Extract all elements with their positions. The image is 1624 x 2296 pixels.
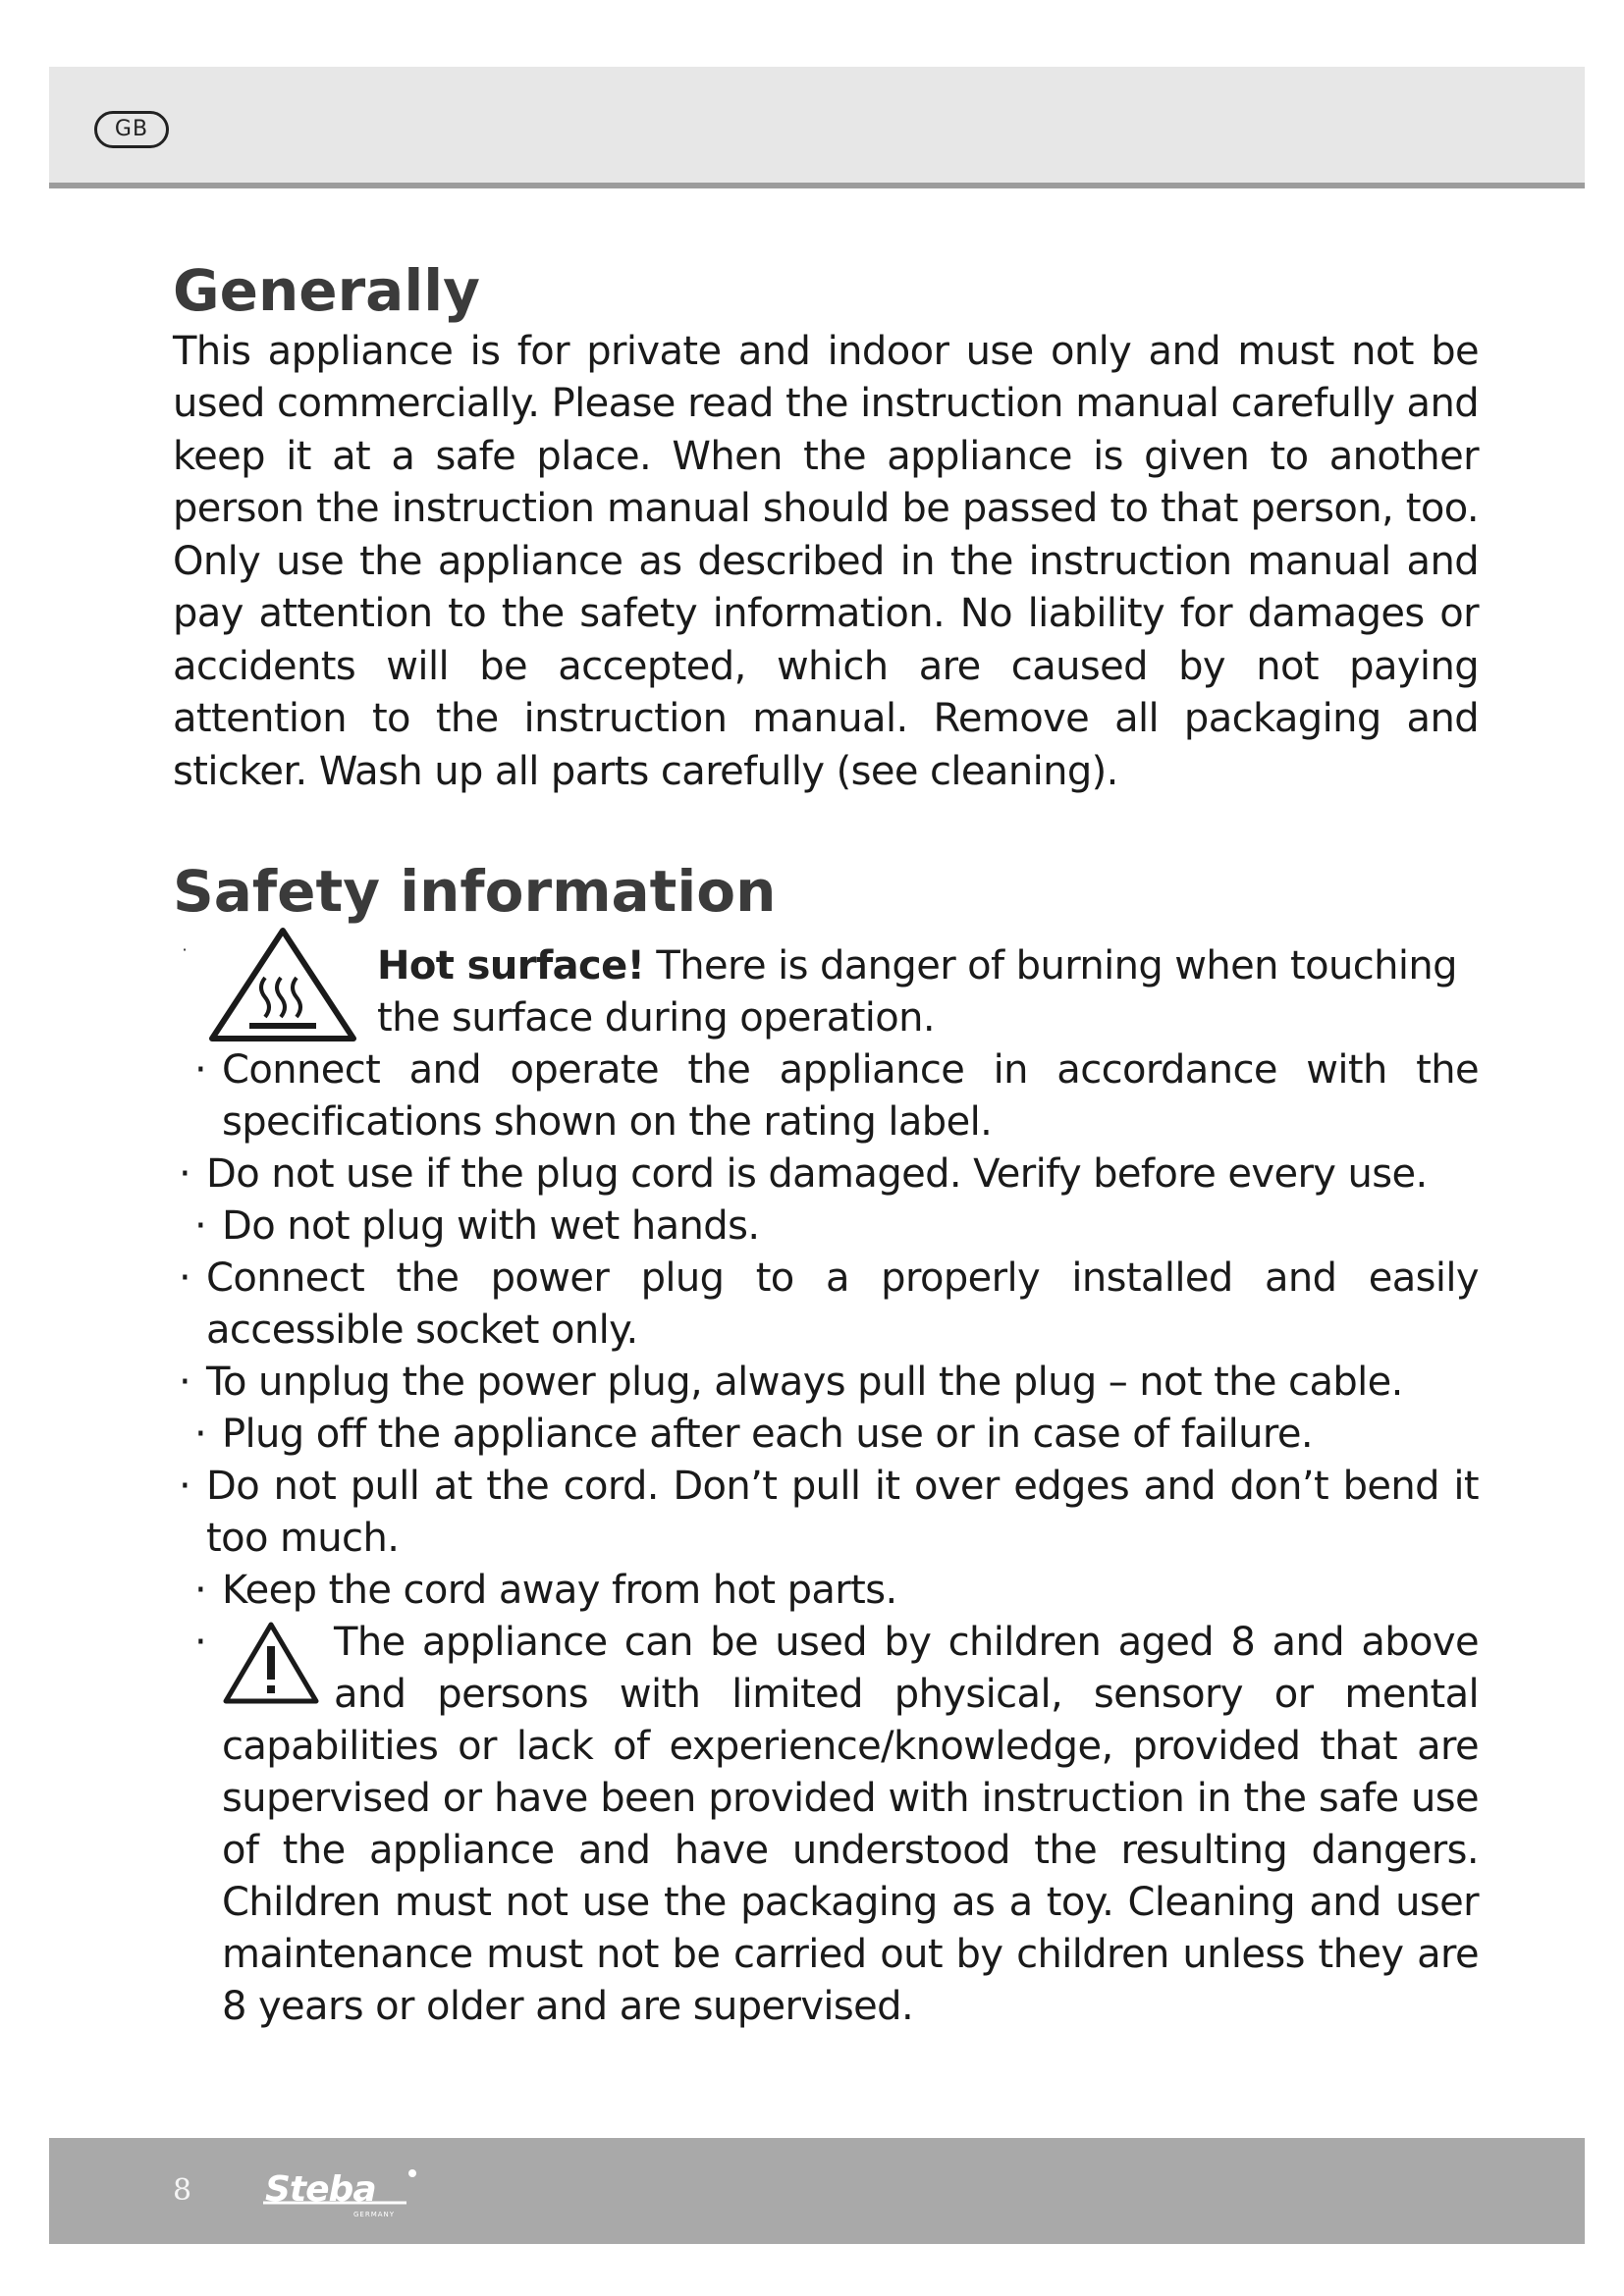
bullet: · — [178, 1359, 191, 1405]
hot-surface-warning-icon — [206, 927, 359, 1044]
bullet: · — [193, 1567, 207, 1613]
safety-item — [173, 1357, 1479, 1409]
section-generally — [173, 257, 1479, 798]
bullet: · — [193, 1619, 207, 1665]
bullet: · — [193, 1202, 207, 1249]
steba-logo — [259, 2163, 465, 2222]
brand-subtext: GERMANY — [353, 2211, 396, 2218]
safety-item — [173, 1044, 1479, 1148]
brand-text: Steba — [265, 2169, 376, 2210]
footer-bar — [49, 2138, 1585, 2244]
bullet: · — [178, 1255, 191, 1301]
generally-paragraph: This appliance is for private and indoor use only and must not be used commercially. Please read the instruction manual carefully and keep it at a safe place. When the appliance is given to another person the instruction manual should be passed to that person, too. Only use the appliance as described in the instruction manual and pay attention to the safety information. No liability for damages or accidents will be accepted, which are caused by not paying attention to the instruction manual. Remove all packaging and sticker. Wash up all parts carefully (see cleaning). — [173, 328, 1479, 794]
safety-item — [173, 1461, 1479, 1565]
safety-item-text: To unplug the power plug, always pull the plug – not the cable. — [206, 1359, 1403, 1405]
hot-surface-label: Hot surface! — [377, 942, 645, 988]
safety-item-text: Do not pull at the cord. Don’t pull it over edges and don’t bend it too much. — [206, 1463, 1479, 1561]
children-safety-item — [173, 1617, 1479, 2033]
bullet: · — [182, 939, 188, 959]
safety-item-text: Do not plug with wet hands. — [222, 1202, 760, 1249]
hot-surface-item — [173, 940, 1479, 1044]
page-number: 8 — [173, 2173, 192, 2208]
bullet: · — [193, 1046, 207, 1093]
header-bar — [49, 67, 1585, 188]
bullet: · — [178, 1463, 191, 1509]
safety-item-text: Connect and operate the appliance in accordance with the specifications shown on the rating label. — [222, 1046, 1479, 1145]
section-safety — [173, 858, 1479, 2033]
hot-surface-description: There is danger of burning when touching the surface during operation. — [377, 942, 1457, 1041]
safety-item — [173, 1565, 1479, 1617]
hot-surface-text — [377, 940, 1479, 1044]
safety-heading: Safety information — [173, 858, 777, 925]
safety-item — [173, 1201, 1479, 1253]
safety-item-text: Keep the cord away from hot parts. — [222, 1567, 897, 1613]
general-warning-icon — [222, 1621, 320, 1705]
children-safety-text: The appliance can be used by children aged 8 and above and persons with limited physical, sensory or mental capabilities or lack of experience/knowledge, provided that are supervised or have been provided with instruction in the safe use of the appliance and have understood the resulting dangers. Children must not use the packaging as a toy. Cleaning and user maintenance must not be carried out by children unless they are 8 years or older and are supervised. — [222, 1619, 1479, 2029]
bullet: · — [193, 1411, 207, 1457]
language-badge: GB — [94, 111, 169, 148]
safety-item-text: Connect the power plug to a properly installed and easily accessible socket only. — [206, 1255, 1479, 1353]
safety-item — [173, 1409, 1479, 1461]
bullet: · — [178, 1150, 191, 1197]
safety-list — [173, 940, 1479, 2033]
safety-item — [173, 1253, 1479, 1357]
safety-item — [173, 1148, 1479, 1201]
generally-heading: Generally — [173, 257, 480, 324]
safety-item-text: Plug off the appliance after each use or in case of failure. — [222, 1411, 1313, 1457]
safety-item-text: Do not use if the plug cord is damaged. Verify before every use. — [206, 1150, 1428, 1197]
